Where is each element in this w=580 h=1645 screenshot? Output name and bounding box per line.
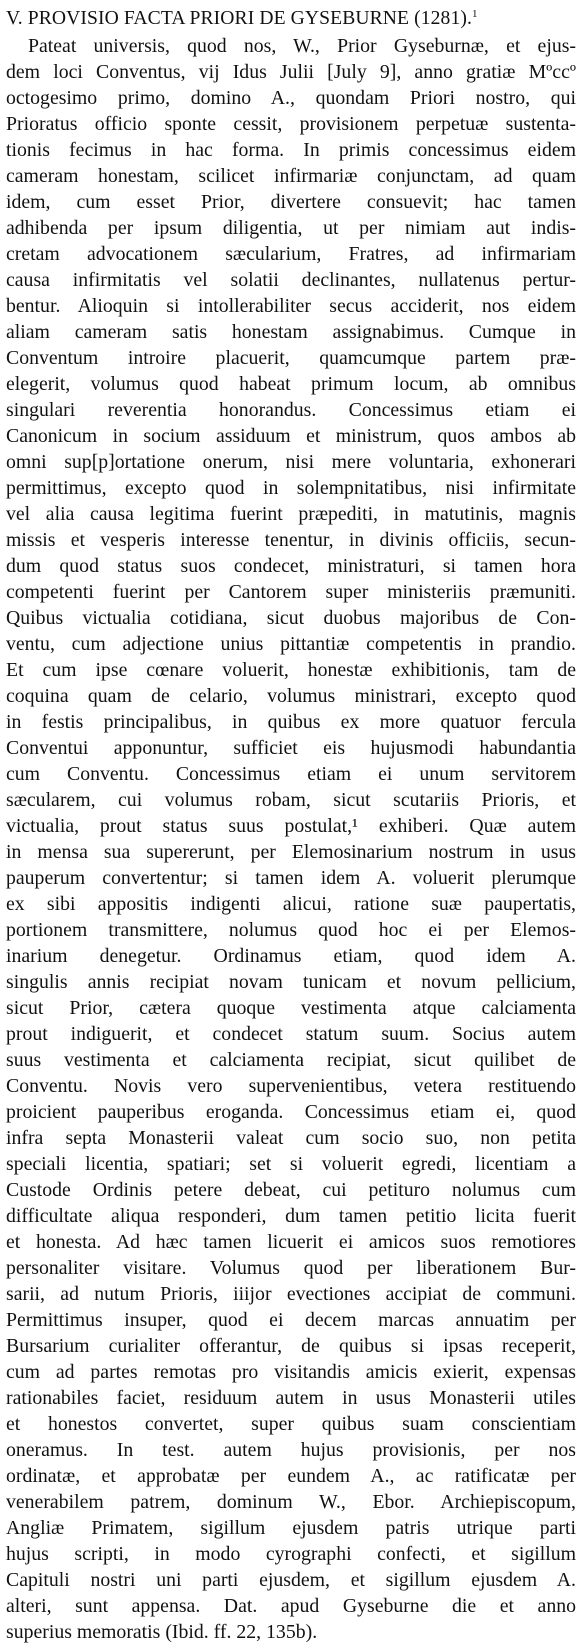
body-line: difficultate aliqua responderi, dum tamen petitio licita fuerit	[6, 1205, 576, 1227]
body-line: Et cum ipse cœnare voluerit, honestæ exhibitionis, tam de	[6, 659, 576, 681]
body-line: cum ad partes remotas pro visitandis amicis exierit, expensas	[6, 1361, 576, 1383]
body-line: vel alia causa legitima fuerint præpediti, in matutinis, magnis	[6, 503, 576, 525]
body-line: dem loci Conventus, vij Idus Julii [July 9], anno gratiæ Mºccº	[6, 61, 576, 83]
body-line: singulari reverentia honorandus. Concessimus etiam ei	[6, 399, 576, 421]
body-line: competenti fuerint per Cantorem super ministeriis præmuniti.	[6, 581, 576, 603]
body-line: Custode Ordinis petere debeat, cui petituro nolumus cum	[6, 1179, 576, 1201]
heading-text: V. PROVISIO FACTA PRIORI DE GYSEBURNE (1281).	[6, 8, 472, 29]
body-line: cretam advocationem sæcularium, Fratres, ad infirmariam	[6, 243, 576, 265]
body-line: adhibenda per ipsum diligentia, ut per nimiam aut indis-	[6, 217, 576, 239]
body-line: et honesta. Ad hæc tamen licuerit ei amicos suos remotiores	[6, 1231, 576, 1253]
body-line: cameram honestam, scilicet infirmariæ conjunctam, ad quam	[6, 165, 576, 187]
body-line: speciali licentia, spatiari; set si voluerit egredi, licentiam a	[6, 1153, 576, 1175]
body-line: bentur. Alioquin si intollerabiliter secus acciderit, nos eidem	[6, 295, 576, 317]
body-line: portionem transmittere, nolumus quod hoc ei per Elemos-	[6, 919, 576, 941]
body-line: Bursarium curialiter offerantur, de quibus si ipsas receperit,	[6, 1335, 576, 1357]
body-line: Conventum introire placuerit, quamcumque partem præ-	[6, 347, 576, 369]
document-body	[6, 33, 576, 1645]
body-line: sarii, ad nutum Prioris, iiijor evectiones accipiat de communi.	[6, 1283, 576, 1305]
body-line: Capituli nostri uni parti ejusdem, et sigillum ejusdem A.	[6, 1569, 576, 1591]
body-line: in mensa sua supererunt, per Elemosinarium nostrum in usus	[6, 841, 576, 863]
body-line: venerabilem patrem, dominum W., Ebor. Archiepiscopum,	[6, 1491, 576, 1513]
body-line: causa infirmitatis vel solatii declinantes, nullatenus pertur-	[6, 269, 576, 291]
body-line: singulis annis recipiat novam tunicam et novum pellicium,	[6, 971, 576, 993]
body-line: in festis principalibus, in quibus ex more quatuor fercula	[6, 711, 576, 733]
body-line: et honestos convertet, super quibus suam conscientiam	[6, 1413, 576, 1435]
document-page	[6, 6, 576, 1645]
body-line: sæcularem, cui volumus robam, sicut scutariis Prioris, et	[6, 789, 576, 811]
body-line: tionis fecimus in hac forma. In primis concessimus eidem	[6, 139, 576, 161]
body-line: permittimus, excepto quod in solempnitatibus, nisi infirmitate	[6, 477, 576, 499]
body-line: cum Conventu. Concessimus etiam ei unum servitorem	[6, 763, 576, 785]
body-line: oneramus. In test. autem hujus provisionis, per nos	[6, 1439, 576, 1461]
body-line: Pateat universis, quod nos, W., Prior Gyseburnæ, et ejus-	[28, 35, 576, 57]
body-line: proicient pauperibus eroganda. Concessimus etiam ei, quod	[6, 1101, 576, 1123]
body-line: ex sibi appositis indigenti alicui, ratione suæ paupertatis,	[6, 893, 576, 915]
body-line: coquina quam de celario, volumus ministrari, excepto quod	[6, 685, 576, 707]
body-line: personaliter visitare. Volumus quod per liberationem Bur-	[6, 1257, 576, 1279]
body-line: Canonicum in socium assiduum et ministrum, quos ambos ab	[6, 425, 576, 447]
document-heading	[6, 6, 576, 32]
body-line: ordinatæ, et approbatæ per eundem A., ac ratificatæ per	[6, 1465, 576, 1487]
body-line: Conventui apponuntur, sufficiet eis hujusmodi habundantia	[6, 737, 576, 759]
body-line: sicut Prior, cætera quoque vestimenta atque calciamenta	[6, 997, 576, 1019]
body-line: Prioratus officio sponte cessit, provisionem perpetuæ sustenta-	[6, 113, 576, 135]
body-line: elegerit, volumus quod habeat primum locum, ab omnibus	[6, 373, 576, 395]
body-line: alteri, sunt appensa. Dat. apud Gyseburne die et anno	[6, 1595, 576, 1617]
body-line: hujus scripti, in modo cyrographi confecti, et sigillum	[6, 1543, 576, 1565]
body-line: inarium denegetur. Ordinamus etiam, quod idem A.	[6, 945, 576, 967]
body-line: prout indiguerit, et condecet statum suum. Socius autem	[6, 1023, 576, 1045]
body-line: omni sup[p]ortatione onerum, nisi mere voluntaria, exhonerari	[6, 451, 576, 473]
body-line: aliam cameram satis honestam assignabimus. Cumque in	[6, 321, 576, 343]
body-line: rationabiles faciet, residuum autem in usus Monasterii utiles	[6, 1387, 576, 1409]
body-line: Angliæ Primatem, sigillum ejusdem patris utrique parti	[6, 1517, 576, 1539]
body-line: ventu, cum adjectione unius pittantiæ competentis in prandio.	[6, 633, 576, 655]
body-line: victualia, prout status suus postulat,¹ exhiberi. Quæ autem	[6, 815, 576, 837]
body-line: suus vestimenta et calciamenta recipiat, sicut quilibet de	[6, 1049, 576, 1071]
body-line: pauperum convertentur; si tamen idem A. voluerit plerumque	[6, 867, 576, 889]
body-line: Conventu. Novis vero supervenientibus, vetera restituendo	[6, 1075, 576, 1097]
heading-footnote-marker: 1	[471, 8, 478, 20]
body-line: octogesimo primo, domino A., quondam Priori nostro, qui	[6, 87, 576, 109]
body-line: infra septa Monasterii valeat cum socio suo, non petita	[6, 1127, 576, 1149]
body-line: missis et vesperis interesse tenentur, in divinis officiis, secun-	[6, 529, 576, 551]
body-line: idem, cum esset Prior, divertere consuevit; hac tamen	[6, 191, 576, 213]
body-line: Quibus victualia cotidiana, sicut duobus majoribus de Con-	[6, 607, 576, 629]
body-line: Permittimus insuper, quod ei decem marcas annuatim per	[6, 1309, 576, 1331]
body-line: superius memoratis (Ibid. ff. 22, 135b).	[6, 1621, 318, 1643]
body-line: dum quod status suos condecet, ministraturi, si tamen hora	[6, 555, 576, 577]
